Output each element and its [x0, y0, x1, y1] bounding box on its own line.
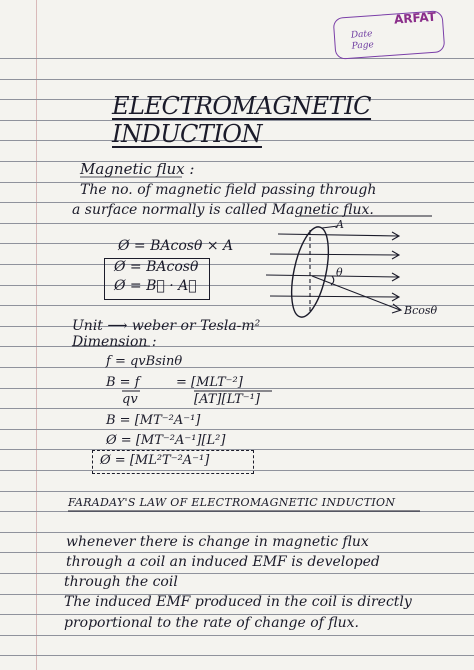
stamp-date-label: Date — [350, 29, 373, 41]
flux-definition-line-1: The no. of magnetic field passing through — [80, 182, 377, 198]
flux-equation-1: Ø = BAcosθ × A — [118, 238, 234, 254]
faraday-p2-line-1: The induced EMF produced in the coil is directly — [64, 594, 412, 610]
dimension-line-3: B = [MT⁻²A⁻¹] — [106, 413, 201, 428]
faraday-p2-line-2: proportional to the rate of change of flux. — [64, 615, 360, 631]
flux-definition-line-2: a surface normally is called Magnetic flux. — [72, 202, 374, 218]
stamp-page-label: Page — [351, 40, 375, 52]
faraday-p1-line-3: through the coil — [64, 574, 178, 590]
diagram-label-bcos: Bcosθ — [404, 304, 438, 317]
faraday-heading: FARADAY'S LAW OF ELECTROMAGNETIC INDUCTION — [68, 496, 396, 509]
dimension-line-2-lhs: B = f — [106, 375, 140, 390]
diagram-label-a: A — [336, 218, 344, 231]
dimension-line-2-rhs: = [MLT⁻²] — [176, 375, 243, 390]
diagram-label-theta: θ — [336, 266, 343, 279]
unit-line: Unit ⟶ weber or Tesla-m² — [72, 318, 261, 334]
stamp-brand: ARFAT — [393, 9, 437, 27]
faraday-p1-line-2: through a coil an induced EMF is developed — [66, 554, 380, 570]
dimension-line-2-den-lhs: qv — [122, 392, 138, 407]
dimension-line-2-den-rhs: [AT][LT⁻¹] — [194, 392, 260, 407]
flux-equation-3: Ø = B⃗ · A⃗ — [114, 278, 197, 294]
flux-equation-2: Ø = BAcosθ — [114, 259, 199, 275]
faraday-p1-line-1: whenever there is change in magnetic flux — [66, 534, 369, 550]
dimension-line-1: f = qvBsinθ — [106, 354, 183, 369]
page-title: ELECTROMAGNETIC INDUCTION — [112, 92, 372, 148]
flux-heading: Magnetic flux : — [80, 160, 195, 178]
dimension-line-4: Ø = [MT⁻²A⁻¹][L²] — [106, 433, 226, 448]
dimension-line-5: Ø = [ML²T⁻²A⁻¹] — [100, 453, 210, 468]
dimension-heading: Dimension : — [72, 334, 157, 350]
